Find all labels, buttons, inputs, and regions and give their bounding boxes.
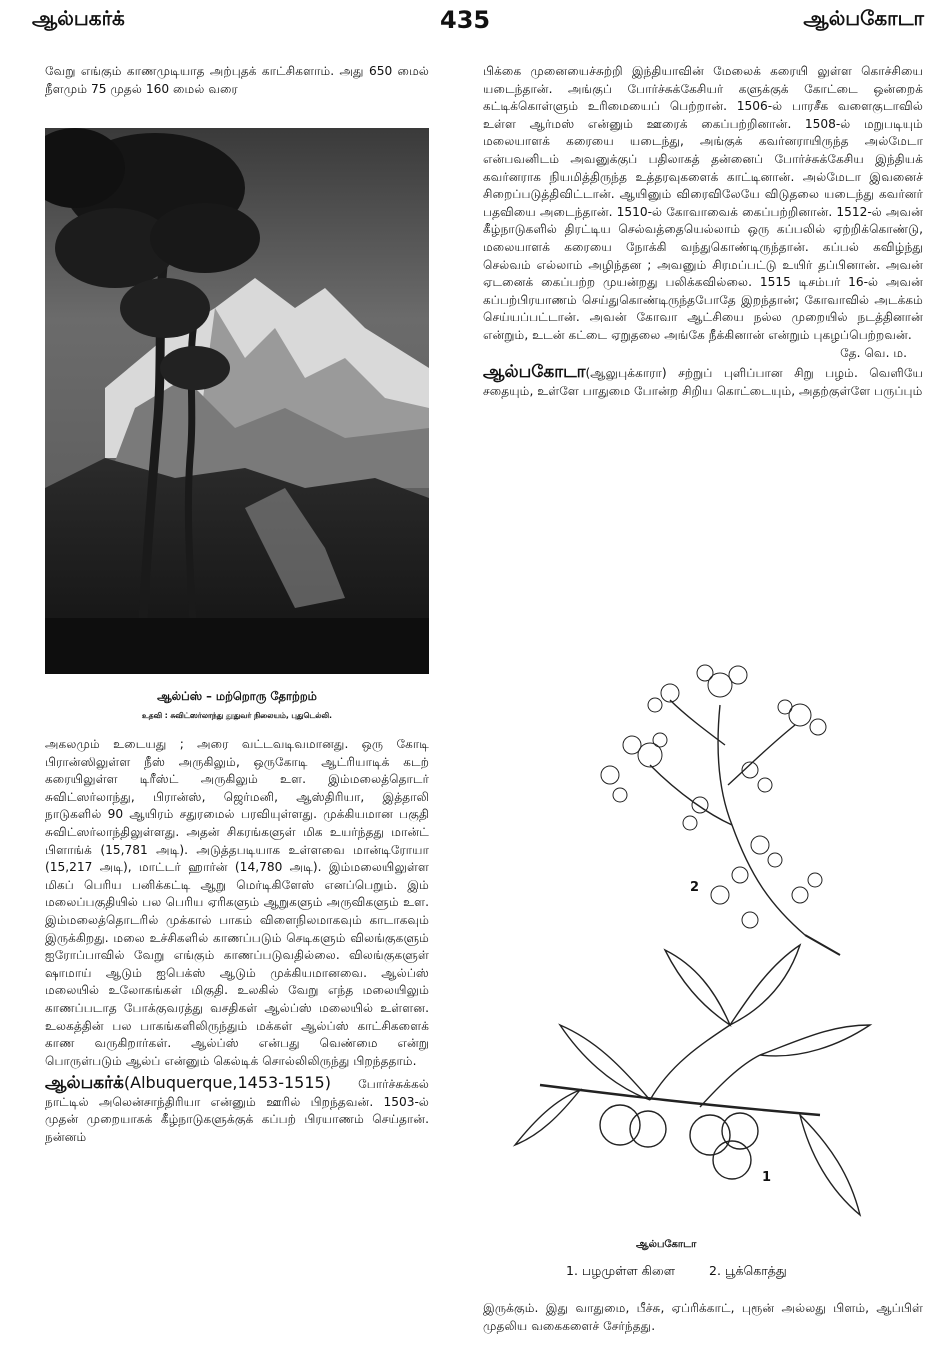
figure-title: ஆல்பகோடா bbox=[636, 1239, 697, 1250]
albuquerque-entry bbox=[45, 1074, 429, 1146]
figure-label-1: 1 bbox=[762, 1170, 772, 1185]
col1-top-text bbox=[45, 63, 429, 98]
albuquerque-continued: பிக்கை முனையைச்சுற்றி இந்தியாவின் மேலைக் கரையி லுள்ள கொச்சியை யடைந்தான். அங்குப் போர்ச்சுக்கேசியர் களுக்குக் கோட்டை ஒன்றைக் கட்டிக்கொள்ளும் உரிமையைப் பெற்றான். 1506-ல் பாரசீக வளைகுடாவில் உள்ள ஆர்மஸ் என்னும் ஊரைக் கைப்பற்றினான். 1508-ல் மறுபடியும் மலையாளக் கரையை யடைந்து, அங்குக் கவர்னராயிருந்த அல்மேடா என்பவனிடம் அவனுக்குப் பதிலாகத் தன்னைப் போர்ச்சுக்கேசிய இந்தியக் கவர்னராக நியமித்திருந்த உத்தரவுகளைக் காட்டினான். அல்மேடா இவனைச் சிறைப்படுத்திவிட்டான். ஆயினும் விரைவிலேயே விடுதலை யடைந்து கவர்னர் பதவியை அடைந்தான். 1510-ல் கோவாவைக் கைப்பற்றினான். 1512-ல் அவன் கீழ்நாடுகளில் திரட்டிய செல்வத்தையெல்லாம் ஒரு கப்பலில் ஏற்றிக்கொண்டு, மலையாளக் கரையை நோக்கி வந்துகொண்டிருந்தான். கப்பல் கவிழ்ந்து செல்வம் எல்லாம் அழிந்தன ; அவனும் சிரமப்பட்டு உயிர் தப்பினான். அவன் ஏடனைக் கைப்பற்ற முயன்றது பலிக்கவில்லை. 1515 டிசம்பர் 16-ல் அவன் கப்பற்பிரயாணம் செய்துகொண்டிருந்தபோதே இறந்தான்; கோவாவில் அடக்கம் செய்யப்பட்டான். அவன் கோவா ஆட்சியை நல்ல முறையில் நடத்தினான் என்றும், உடன் கட்டை ஏறுதலை அங்கே நீக்கினான் என்றும் புகழப்பெற்றவன். bbox=[483, 64, 923, 342]
photo-credit: உதவி : சுவிட்ஸர்லாந்து தூதுவர் நிலையம், புதுடெல்லி. bbox=[141, 711, 333, 720]
plum-illustration bbox=[500, 645, 900, 1235]
col1-top-paragraph: வேறு எங்கும் காணமுடியாத அற்புதக் காட்சிகளாம். அது 650 மைல் நீளமும் 75 முதல் 160 மைல் வரை bbox=[45, 64, 429, 96]
legend-item-1: 1. பழமுள்ள கிளை bbox=[566, 1263, 676, 1278]
author-signature: தே. வெ. ம. bbox=[840, 345, 907, 360]
albuquerque-latin: (Albuquerque,1453-1515) bbox=[123, 1073, 331, 1093]
running-head-left: ஆல்பகர்க் bbox=[32, 6, 125, 30]
legend-item-2: 2. பூக்கொத்து bbox=[709, 1263, 787, 1278]
aloobukhara-paren: (ஆலுபுக்காரா) bbox=[585, 366, 667, 381]
aloobukhara-entry bbox=[483, 364, 923, 400]
alps-photo bbox=[45, 128, 429, 674]
page-number: 435 bbox=[440, 6, 491, 34]
albuquerque-headword: ஆல்பகர்க் bbox=[45, 1073, 124, 1094]
running-head-right: ஆல்பகோடா bbox=[803, 6, 924, 30]
aloobukhara-headword: ஆல்பகோடா bbox=[483, 362, 586, 383]
alps-paragraph: அகலமும் உடையது ; அரை வட்டவடிவமானது. ஒரு கோடி பிரான்ஸிலுள்ள நீஸ் அருகிலும், ஒருகோடி ஆட்ரியாடிக் கடற் கரையிலுள்ள டிரீஸ்ட் அருகிலும் உள. இம்மலைத்தொடர் சுவிட்ஸர்லாந்து, பிரான்ஸ், ஜெர்மனி, ஆஸ்திரியா, இத்தாலி நாடுகளில் 90 ஆயிரம் சதுரமைல் பரவியுள்ளது. முக்கியமான பகுதி சுவிட்ஸர்லாந்திலுள்ளது. அதன் சிகரங்களுள் மிக உயர்ந்தது மான்ட் பிளாங்க் (15,781 அடி). அடுத்தபடியாக உள்ளவை மான்டிரோயா (15,217 அடி), மாட்டர் ஹார்ன் (14,780 அடி). இம்மலையிலுள்ள மிகப் பெரிய பனிக்கட்டி ஆறு மெர்டிகிளேஸ் எனப்பெறும். இம் மலைப்பகுதியில் பல பெரிய ஏரிகளும் ஆறுகளும் அருவிகளும் உள. இம்மலைத்தொடரில் முக்கால் பாகம் விளைநிலமாகவும் காடாகவும் இருக்கிறது. மலை உச்சிகளில் காணப்படும் செடிகளும் விலங்குகளும் ஐரோப்பாவில் வேறு எங்கும் காணப்படுவதில்லை. விலங்குகளுள் ஷாமாய் ஆடும் ஐபெக்ஸ் ஆடும் முக்கியமானவை. ஆல்ப்ஸ் மலையில் உலோகங்கள் மிகுதி. உலகில் வேறு எந்த மலையிலும் காணப்படாத போக்குவரத்து வசதிகள் ஆல்ப்ஸ் மலையில் உள்ளன. உலகத்தின் பல பாகங்களிலிருந்தும் மக்கள் ஆல்ப்ஸ் காட்சிகளைக் காண வருகிறார்கள். ஆல்ப்ஸ் என்பது வெண்மை என்று பொருள்படும் ஆல்ப் என்னும் கெல்டிக் சொல்லிலிருந்து பிறந்ததாம். bbox=[45, 737, 429, 1068]
col2-bottom-text bbox=[483, 1300, 923, 1335]
albuquerque-text: போர்ச்சுக்கல் நாட்டில் அலென்சாந்திரியா என்னும் ஊரில் பிறந்தவன். 1503-ல் முதன் முறையாகக் கீழ்நாடுகளுக்குக் கப்பற் பிரயாணம் செய்தான். நன்னம் bbox=[45, 1077, 429, 1145]
photo-caption: ஆல்ப்ஸ் – மற்றொரு தோற்றம் bbox=[157, 689, 317, 703]
aloobukhara-text: சற்றுப் புளிப்பான சிறு பழம். வெளியே சதையும், உள்ளே பாதுமை போன்ற சிறிய கொட்டையும், அதற்குள்ளே பருப்பும் bbox=[483, 366, 924, 398]
figure-label-2: 2 bbox=[690, 880, 700, 895]
figure-legend bbox=[566, 1263, 817, 1280]
aloobukhara-continued: இருக்கும். இது வாதுமை, பீச்சு, ஏப்ரிக்காட், புரூன் அல்லது பிளம், ஆப்பிள் முதலிய வகைகளைச் சேர்ந்தது. bbox=[483, 1301, 923, 1333]
col2-text bbox=[483, 63, 923, 400]
col1-bottom-text bbox=[45, 736, 429, 1147]
